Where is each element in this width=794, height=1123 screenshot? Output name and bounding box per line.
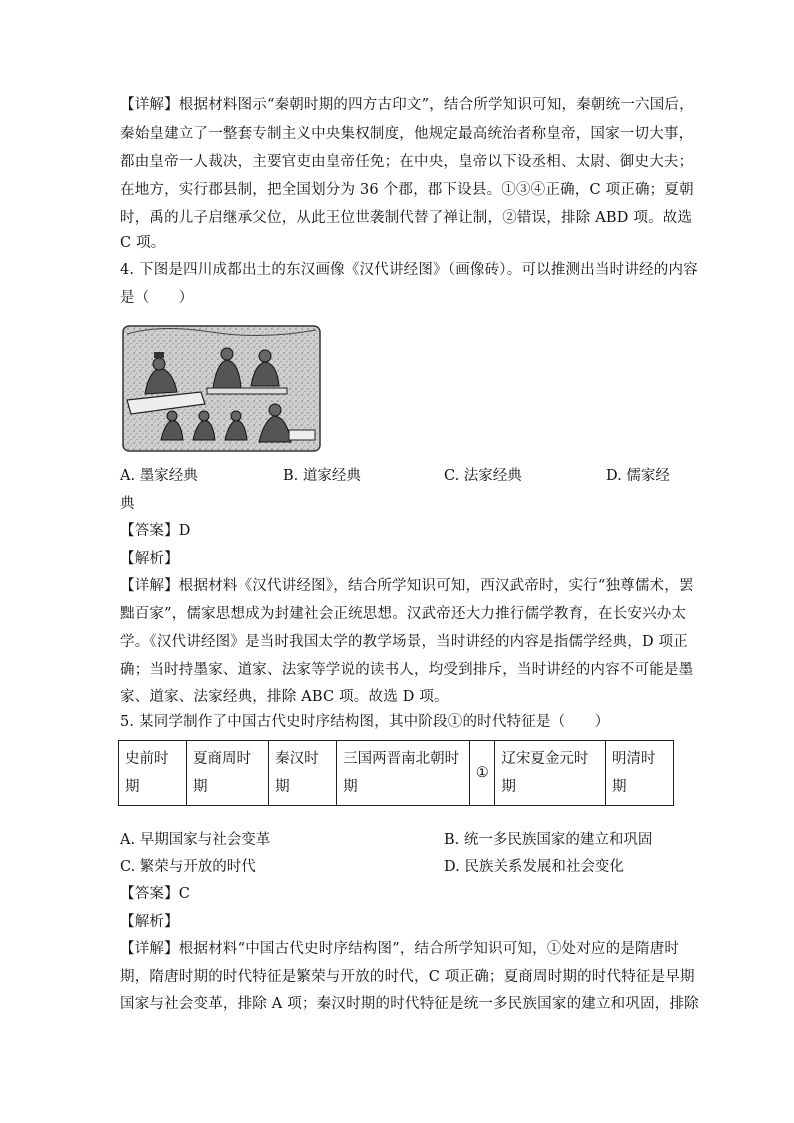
table-row — [119, 741, 674, 806]
cell-text: ① — [475, 765, 489, 781]
era-cell-xia-shang-zhou — [186, 741, 268, 806]
cell-text: 史前时 — [125, 751, 169, 767]
question-4-stem: 4. 下图是四川成都出土的东汉画像《汉代讲经图》（画像砖）。可以推测出当时讲经的内容 — [120, 262, 698, 278]
detail-line-1: 【详解】根据材料图示“秦朝时期的四方古印文”，结合所学知识可知，秦朝统一六国后， — [120, 97, 694, 113]
cell-text: 期 — [611, 779, 627, 795]
q4-option-c: C. 法家经典 — [444, 468, 522, 484]
era-cell-ming-qing — [605, 741, 673, 806]
q5-option-c: C. 繁荣与开放的时代 — [120, 859, 256, 875]
cell-text: 期 — [343, 779, 358, 795]
question-4-stem-cont: 是（ ） — [120, 290, 194, 306]
q4-detail-line-4: 确；当时持墨家、道家、法家等学说的读书人，均受到排斥，当时讲经的内容不可能是墨 — [120, 662, 694, 678]
cell-text: 期 — [192, 779, 208, 795]
q5-option-d: D. 民族关系发展和社会变化 — [444, 859, 624, 875]
era-cell-three-kingdoms — [337, 741, 470, 806]
era-cell-qin-han — [269, 741, 337, 806]
q5-answer: 【答案】C — [120, 886, 191, 902]
q4-detail-line-2: 黜百家”，儒家思想成为封建社会正统思想。汉武帝还大力推行儒学教育，在长安兴办太 — [120, 606, 687, 622]
era-timeline-table — [118, 740, 674, 806]
cell-text: 夏商周时 — [192, 751, 251, 767]
cell-text: 期 — [275, 779, 290, 795]
q5-detail-line-3: 国家与社会变革，排除 A 项；秦汉时期的时代特征是统一多民族国家的建立和巩固，排除 — [120, 996, 699, 1012]
han-lecture-relief-image — [121, 322, 322, 455]
q5-detail-line-1: 【详解】根据材料“中国古代史时序结构图”，结合所学知识可知，①处对应的是隋唐时 — [120, 941, 680, 957]
q4-detail-line-5: 家、道家、法家经典，排除 ABC 项。故选 D 项。 — [120, 689, 449, 705]
q4-option-d: D. 儒家经 — [606, 468, 670, 484]
era-cell-prehistoric — [119, 741, 187, 806]
detail-line-6: C 项。 — [120, 235, 166, 251]
cell-text: 三国两晋南北朝时 — [343, 751, 460, 767]
cell-text: 秦汉时 — [275, 751, 319, 767]
q5-option-b: B. 统一多民族国家的建立和巩固 — [444, 832, 653, 848]
q4-option-d-cont: 典 — [120, 496, 135, 512]
detail-line-5: 时，禹的儿子启继承父位，从此王位世袭制代替了禅让制，②错误，排除 ABD 项。故选 — [120, 210, 693, 226]
detail-line-2: 秦始皇建立了一整套专制主义中央集权制度，他规定最高统治者称皇帝，国家一切大事， — [120, 126, 694, 142]
q4-detail-line-3: 学。《汉代讲经图》是当时我国太学的教学场景，当时讲经的内容是指儒学经典，D 项正 — [120, 634, 688, 650]
era-cell-liao-song — [495, 741, 606, 806]
era-cell-stage-1 — [470, 741, 495, 806]
cell-text: 期 — [501, 779, 516, 795]
q4-option-b: B. 道家经典 — [283, 468, 361, 484]
question-5-stem: 5. 某同学制作了中国古代史时序结构图，其中阶段①的时代特征是（ ） — [120, 714, 610, 730]
detail-line-3: 都由皇帝一人裁决，主要官吏由皇帝任免；在中央，皇帝以下设丞相、太尉、御史大夫； — [120, 154, 694, 170]
cell-text: 辽宋夏金元时 — [501, 751, 589, 767]
q4-detail-line-1: 【详解】根据材料《汉代讲经图》，结合所学知识可知，西汉武帝时，实行“独尊儒术，罢 — [120, 578, 694, 594]
detail-line-4: 在地方，实行郡县制，把全国划分为 36 个郡，郡下设县。①③④正确，C 项正确；夏朝 — [120, 182, 694, 198]
q5-detail-line-2: 期，隋唐时期的时代特征是繁荣与开放的时代，C 项正确；夏商周时期的时代特征是早期 — [120, 969, 695, 985]
q5-analysis-heading: 【解析】 — [120, 914, 179, 930]
cell-text: 期 — [125, 779, 140, 795]
q5-option-a: A. 早期国家与社会变革 — [120, 832, 271, 848]
q4-option-a: A. 墨家经典 — [120, 468, 198, 484]
q4-analysis-heading: 【解析】 — [120, 551, 179, 567]
cell-text: 明清时 — [611, 751, 656, 767]
q4-answer: 【答案】D — [120, 523, 191, 539]
